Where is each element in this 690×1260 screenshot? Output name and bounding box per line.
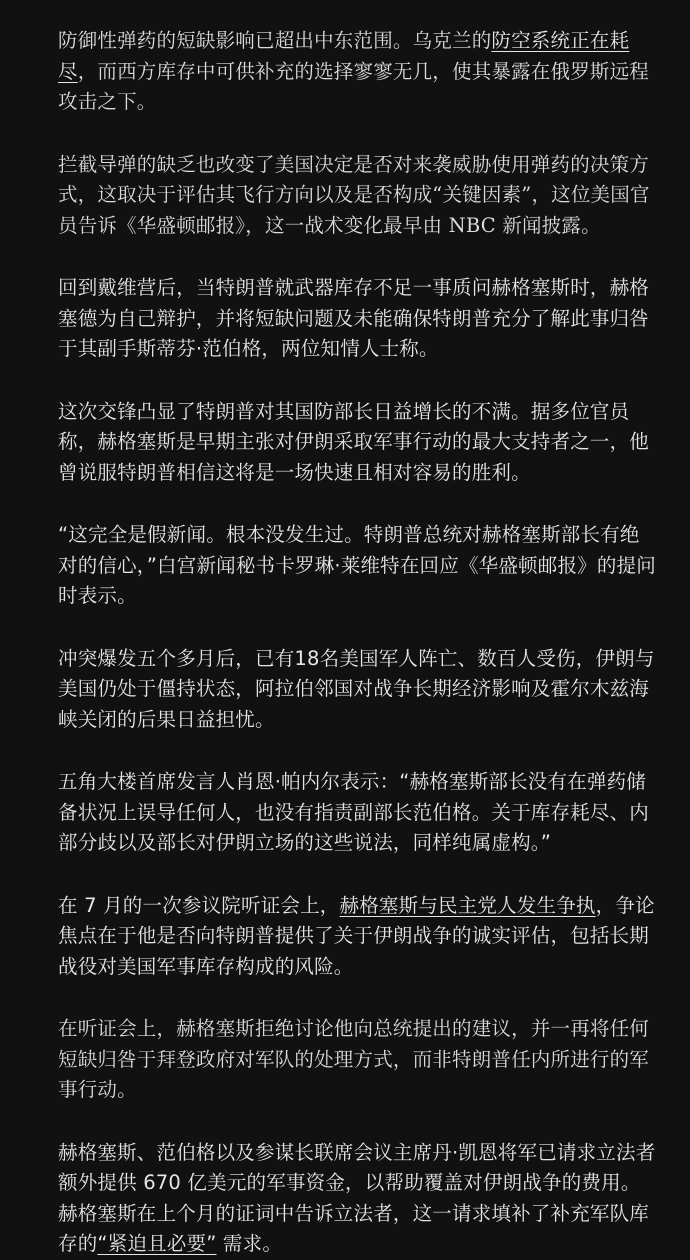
paragraph-1-text-after: ，而西方库存中可供补充的选择寥寥无几，使其暴露在俄罗斯远程攻击之下。 bbox=[58, 59, 650, 113]
link-urgent-and-necessary[interactable]: “紧迫且必要” bbox=[97, 1232, 217, 1255]
paragraph-8-text-before: 在 7 月的一次参议院听证会上， bbox=[58, 893, 340, 917]
link-hegseth-democrats-clash[interactable]: 赫格塞斯与民主党人发生争执 bbox=[339, 893, 596, 917]
paragraph-5: “这完全是假新闻。根本没发生过。特朗普总统对赫格塞斯部长有绝对的信心，”白宫新闻秘书卡罗琳·莱维特在回应《华盛顿邮报》的提问时表示。 bbox=[58, 523, 656, 607]
paragraph-6: 冲突爆发五个多月后，已有18名美国军人阵亡、数百人受伤，伊朗与美国仍处于僵持状态，阿拉伯邻国对战争长期经济影响及霍尔木兹海峡关闭的后果日益担忧。 bbox=[58, 646, 655, 731]
paragraph-3: 回到戴维营后，当特朗普就武器库存不足一事质问赫格塞斯时，赫格塞德为自己辩护，并将短缺问题及未能确保特朗普充分了解此事归咎于其副手斯蒂芬·范伯格，两位知情人士称。 bbox=[58, 276, 650, 360]
paragraph-1 bbox=[58, 26, 656, 118]
paragraph-10 bbox=[58, 1138, 656, 1260]
paragraph-10-text-after: 需求。 bbox=[216, 1232, 283, 1255]
link-air-defense-depleting[interactable]: 防空系统正在耗尽 bbox=[58, 29, 630, 83]
paragraph-7: 五角大楼首席发言人肖恩·帕内尔表示：“赫格塞斯部长没有在弹药储备状况上误导任何人，也没有指责副部长范伯格。关于库存耗尽、内部分歧以及部长对伊朗立场的这些说法，同样纯属虚构。” bbox=[58, 770, 650, 854]
paragraph-8 bbox=[58, 891, 656, 983]
paragraph-8-text-after: ，争论焦点在于他是否向特朗普提供了关于伊朗战争的诚实评估，包括长期战役对美国军事库存构成的风险。 bbox=[58, 893, 655, 978]
paragraph-4: 这次交锋凸显了特朗普对其国防部长日益增长的不满。据多位官员称，赫格塞斯是早期主张对伊朗采取军事行动的最大支持者之一，他曾说服特朗普相信这将是一场快速且相对容易的胜利。 bbox=[58, 399, 650, 484]
paragraph-1-text-before: 防御性弹药的短缺影响已超出中东范围。乌克兰的 bbox=[58, 29, 492, 52]
paragraph-2: 拦截导弹的缺乏也改变了美国决定是否对来袭威胁使用弹药的决策方式，这取决于评估其飞行方向以及是否构成“关键因素”，这位美国官员告诉《华盛顿邮报》，这一战术变化最早由 NBC 新闻披露。 bbox=[58, 152, 650, 237]
paragraph-9: 在听证会上，赫格塞斯拒绝讨论他向总统提出的建议，并一再将任何短缺归咎于拜登政府对军队的处理方式，而非特朗普任内所进行的军事行动。 bbox=[58, 1017, 650, 1101]
paragraph-10-text-before: 赫格塞斯、范伯格以及参谋长联席会议主席丹·凯恩将军已请求立法者额外提供 670 亿美元的军事资金，以帮助覆盖对伊朗战争的费用。赫格塞斯在上个月的证词中告诉立法者，这一请求填补了补充军队库存的 bbox=[58, 1140, 656, 1255]
